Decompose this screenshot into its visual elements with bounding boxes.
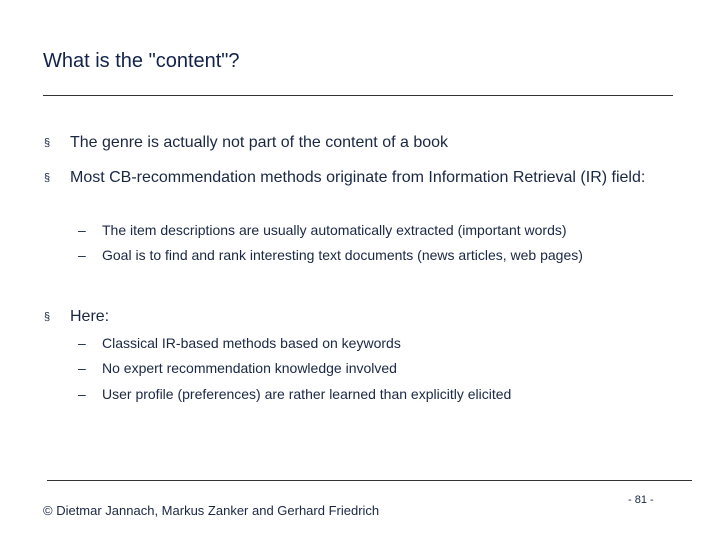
subbullet-marker: – — [78, 360, 86, 376]
subbullet-classical-ir — [78, 333, 401, 353]
subbullet-marker: – — [78, 386, 86, 402]
bullet-text: Most CB-recommendation methods originate from Information Retrieval (IR) field: — [70, 169, 646, 186]
subbullet-text: The item descriptions are usually automatically extracted (important words) — [102, 222, 567, 238]
bullet-here — [44, 305, 684, 329]
bullet-text: Here: — [70, 308, 110, 325]
bullet-ir-origin — [44, 166, 684, 190]
bullet-marker: § — [44, 137, 51, 149]
subbullet-text: No expert recommendation knowledge involved — [102, 360, 397, 376]
subbullet-text: User profile (preferences) are rather learned than explicitly elicited — [102, 386, 512, 402]
page-number: - 81 - — [628, 494, 654, 506]
subbullet-marker: – — [78, 335, 86, 351]
bullet-text: The genre is actually not part of the content of a book — [70, 134, 449, 151]
slide-title: What is the "content"? — [43, 50, 240, 72]
subbullet-no-expert — [78, 358, 397, 378]
bullet-genre — [44, 131, 684, 155]
bullet-marker: § — [44, 311, 51, 323]
subbullet-text: Goal is to find and rank interesting text documents (news articles, web pages) — [102, 247, 583, 263]
footer-copyright: © Dietmar Jannach, Markus Zanker and Gerhard Friedrich — [43, 503, 380, 518]
footer-divider — [47, 480, 692, 481]
subbullet-text: Classical IR-based methods based on keywords — [102, 335, 401, 351]
subbullet-marker: – — [78, 247, 86, 263]
subbullet-user-profile — [78, 384, 511, 404]
title-divider — [43, 95, 673, 96]
bullet-marker: § — [44, 172, 51, 184]
subbullet-item-descriptions — [78, 220, 567, 240]
subbullet-marker: – — [78, 222, 86, 238]
subbullet-goal — [78, 245, 583, 265]
